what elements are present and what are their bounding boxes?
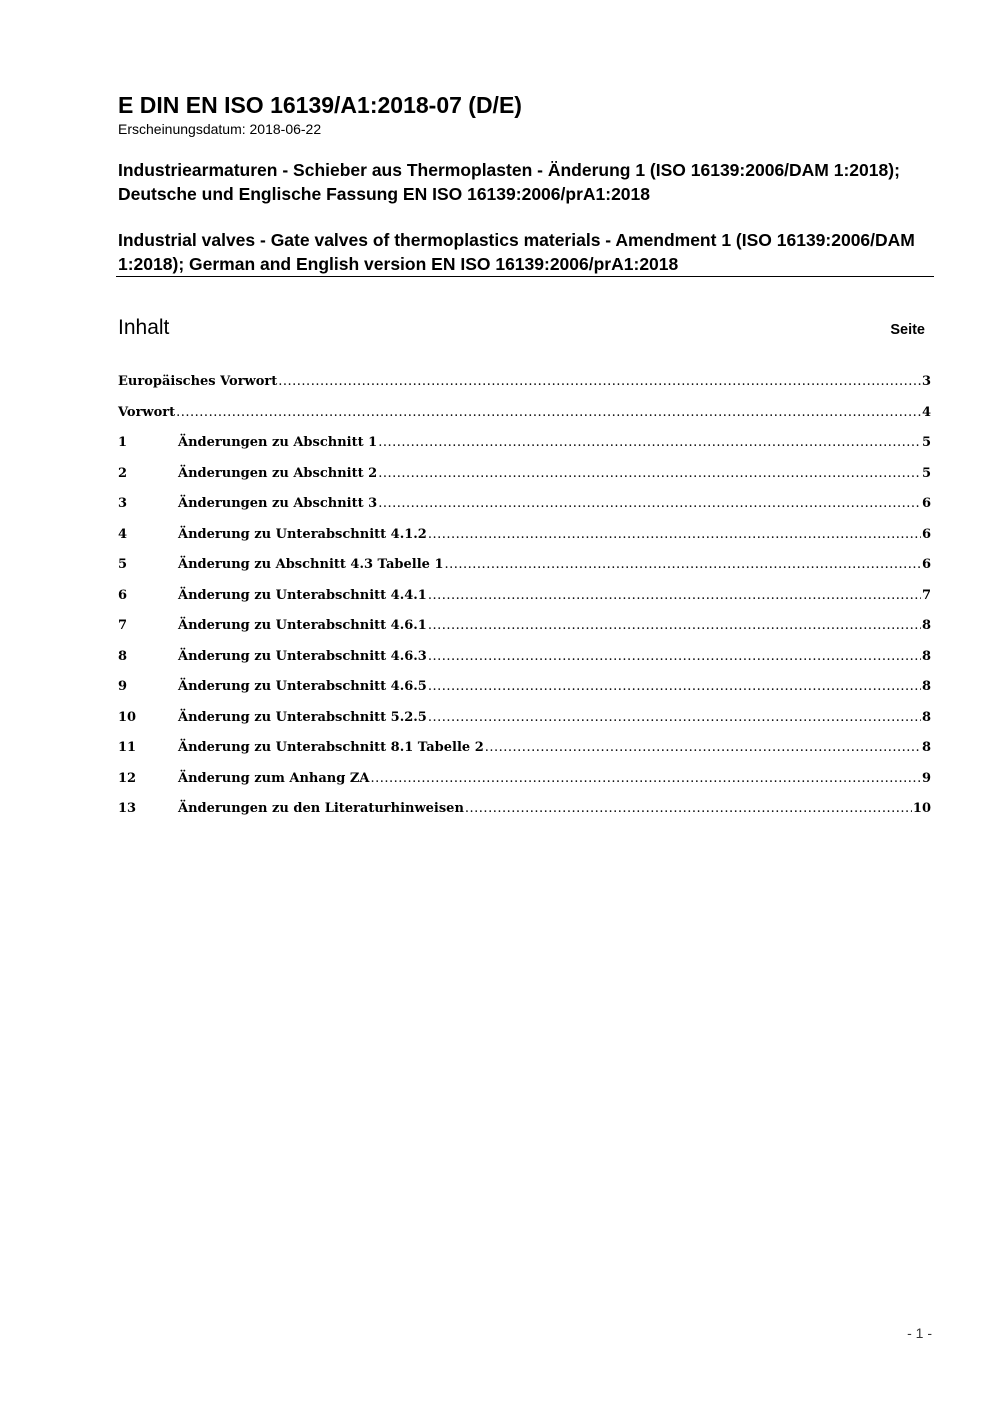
toc-entry-number: 10 bbox=[118, 709, 137, 725]
toc-entry-number: 13 bbox=[118, 801, 137, 816]
toc-entry[interactable] bbox=[118, 707, 931, 738]
toc-entry-page: 10 bbox=[912, 801, 931, 816]
toc-leader-dots bbox=[485, 737, 921, 759]
toc-leader-dots bbox=[428, 646, 921, 668]
toc-entry-number: 5 bbox=[118, 557, 128, 572]
toc-entry-page: 7 bbox=[921, 587, 931, 603]
title-german: Industriearmaturen - Schieber aus Thermoplasten - Änderung 1 (ISO 16139:2006/DAM 1:2018); Deutsche und Englische Fassung EN ISO 16139:2006/prA1:2018 bbox=[118, 160, 900, 204]
toc-entry-page: 6 bbox=[921, 496, 931, 511]
toc-entry-page: 9 bbox=[921, 770, 931, 786]
toc-entry[interactable] bbox=[118, 554, 931, 585]
toc-entry-title[interactable]: Änderungen zu Abschnitt 3 bbox=[178, 496, 378, 511]
toc-entry-page: 6 bbox=[921, 557, 931, 572]
toc-entry-title[interactable]: Änderungen zu Abschnitt 2 bbox=[178, 465, 378, 481]
toc-entry[interactable] bbox=[118, 798, 931, 829]
toc-leader-dots bbox=[465, 798, 912, 820]
toc-entry-page: 5 bbox=[921, 435, 931, 450]
toc-leader-dots bbox=[428, 707, 921, 729]
toc-entry[interactable] bbox=[118, 432, 931, 463]
toc-entry-title[interactable]: Europäisches Vorwort bbox=[118, 374, 278, 389]
table-of-contents bbox=[118, 371, 931, 829]
toc-entry-page: 6 bbox=[921, 526, 931, 542]
toc-entry[interactable] bbox=[118, 371, 931, 402]
toc-entry-title[interactable]: Änderung zu Unterabschnitt 5.2.5 bbox=[178, 709, 427, 725]
toc-entry-number: 6 bbox=[118, 587, 128, 603]
title-divider bbox=[116, 276, 934, 277]
toc-entry-number: 9 bbox=[118, 679, 128, 694]
toc-leader-dots bbox=[428, 585, 921, 607]
toc-entry-title[interactable]: Änderung zu Unterabschnitt 4.6.5 bbox=[178, 679, 427, 694]
toc-leader-dots bbox=[378, 432, 921, 454]
toc-entry-title[interactable]: Änderungen zu Abschnitt 1 bbox=[178, 435, 378, 450]
toc-entry-title[interactable]: Änderungen zu den Literaturhinweisen bbox=[178, 801, 464, 816]
toc-leader-dots bbox=[428, 615, 921, 637]
toc-entry-number: 1 bbox=[118, 435, 128, 450]
toc-entry-title[interactable]: Änderung zu Unterabschnitt 8.1 Tabelle 2 bbox=[178, 740, 484, 755]
toc-entry-title[interactable]: Änderung zu Unterabschnitt 4.6.3 bbox=[178, 648, 427, 664]
toc-entry-page: 8 bbox=[921, 679, 931, 694]
title-english: Industrial valves - Gate valves of thermoplastics materials - Amendment 1 (ISO 16139:2006/DAM 1:2018); German and English version EN ISO 16139:2006/prA1:2018 bbox=[118, 230, 915, 274]
toc-entry-number: 7 bbox=[118, 618, 128, 633]
toc-entry[interactable] bbox=[118, 646, 931, 677]
toc-entry-number: 2 bbox=[118, 465, 128, 481]
toc-entry-page: 8 bbox=[921, 618, 931, 633]
page-number: - 1 - bbox=[907, 1325, 932, 1341]
toc-page-label: Seite bbox=[890, 322, 925, 338]
toc-entry-title[interactable]: Änderung zu Unterabschnitt 4.1.2 bbox=[178, 526, 427, 542]
toc-leader-dots bbox=[378, 463, 921, 485]
toc-entry-number: 11 bbox=[118, 740, 137, 755]
toc-entry-page: 4 bbox=[921, 404, 931, 420]
toc-heading: Inhalt bbox=[118, 316, 170, 339]
toc-entry[interactable] bbox=[118, 585, 931, 616]
toc-entry-page: 5 bbox=[921, 465, 931, 481]
toc-entry[interactable] bbox=[118, 615, 931, 646]
toc-leader-dots bbox=[428, 524, 921, 546]
publication-date: Erscheinungsdatum: 2018-06-22 bbox=[118, 121, 322, 137]
toc-entry-page: 3 bbox=[921, 374, 931, 389]
toc-entry[interactable] bbox=[118, 463, 931, 494]
toc-entry-number: 8 bbox=[118, 648, 128, 664]
toc-entry[interactable] bbox=[118, 768, 931, 799]
toc-entry[interactable] bbox=[118, 737, 931, 768]
toc-leader-dots bbox=[278, 371, 921, 393]
toc-entry[interactable] bbox=[118, 402, 931, 433]
toc-entry[interactable] bbox=[118, 524, 931, 555]
toc-entry-page: 8 bbox=[921, 740, 931, 755]
toc-entry-page: 8 bbox=[921, 709, 931, 725]
toc-entry-number: 3 bbox=[118, 496, 128, 511]
toc-entry-page: 8 bbox=[921, 648, 931, 664]
toc-entry[interactable] bbox=[118, 493, 931, 524]
toc-entry-title[interactable]: Änderung zu Abschnitt 4.3 Tabelle 1 bbox=[178, 557, 444, 572]
toc-leader-dots bbox=[445, 554, 921, 576]
toc-entry-number: 4 bbox=[118, 526, 128, 542]
toc-leader-dots bbox=[428, 676, 921, 698]
toc-entry-title[interactable]: Änderung zu Unterabschnitt 4.6.1 bbox=[178, 618, 427, 633]
toc-entry-title[interactable]: Änderung zu Unterabschnitt 4.4.1 bbox=[178, 587, 427, 603]
toc-entry-title[interactable]: Vorwort bbox=[118, 404, 176, 420]
toc-entry[interactable] bbox=[118, 676, 931, 707]
toc-leader-dots bbox=[378, 493, 921, 515]
toc-leader-dots bbox=[176, 402, 921, 424]
toc-entry-title[interactable]: Änderung zum Anhang ZA bbox=[178, 770, 370, 786]
toc-entry-number: 12 bbox=[118, 770, 137, 786]
document-title: E DIN EN ISO 16139/A1:2018-07 (D/E) bbox=[118, 92, 522, 118]
toc-leader-dots bbox=[370, 768, 921, 790]
